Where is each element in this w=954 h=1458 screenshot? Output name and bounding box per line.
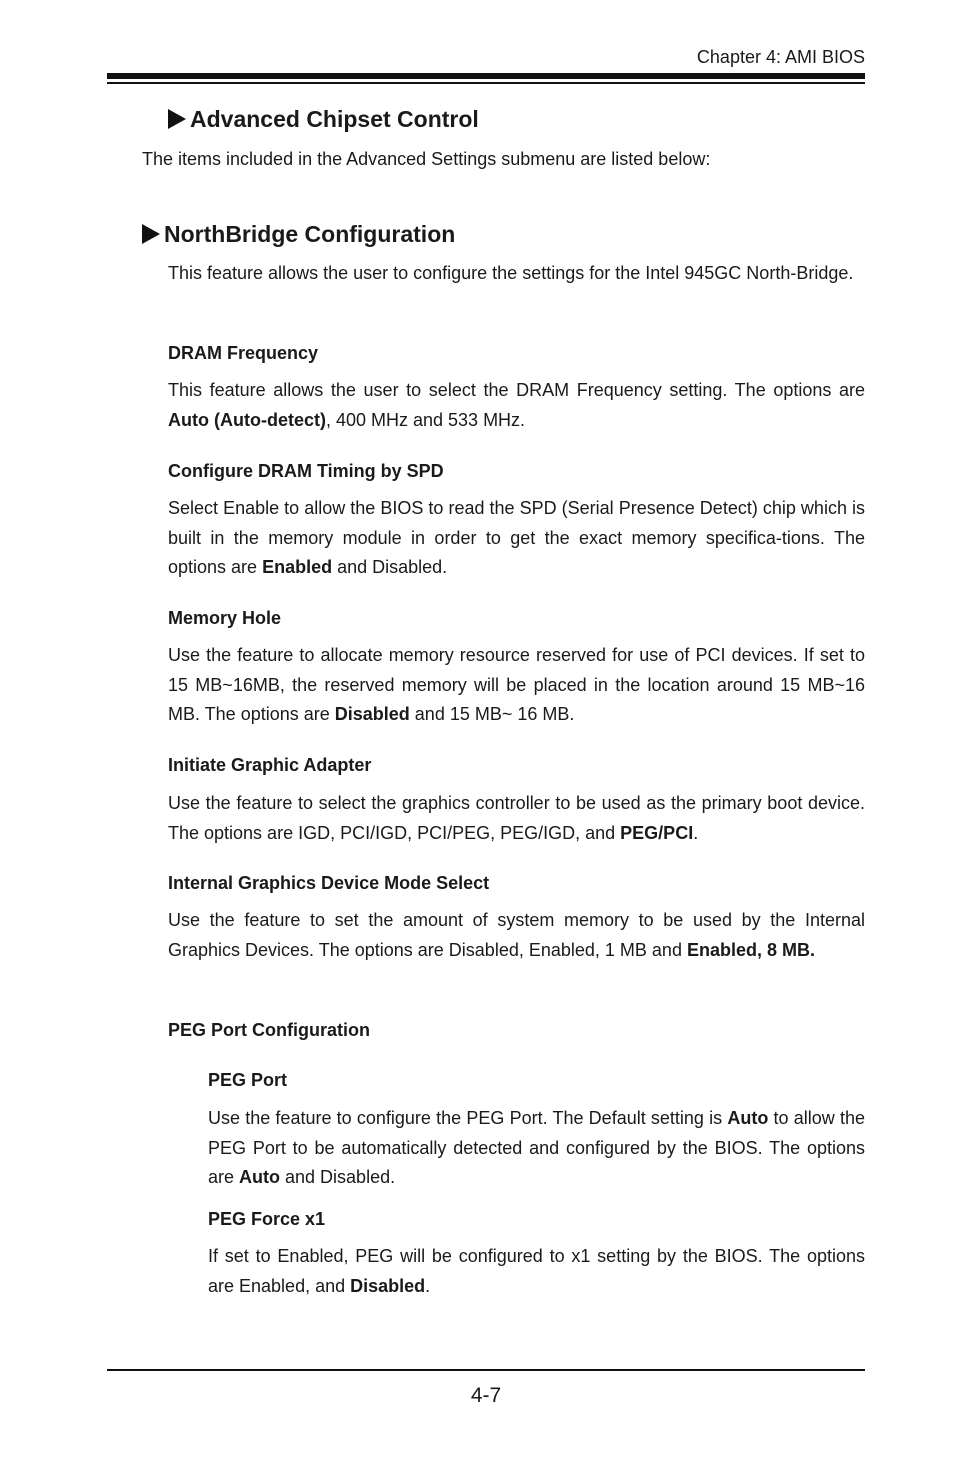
peg-force-title: PEG Force x1 xyxy=(208,1209,326,1229)
default-value: PEG/PCI xyxy=(620,822,694,843)
default-value: Auto (Auto-detect) xyxy=(168,409,326,430)
northbridge-title: NorthBridge Configuration xyxy=(164,221,456,247)
default-value: Disabled xyxy=(350,1275,426,1296)
dram-timing-title: Configure DRAM Timing by SPD xyxy=(168,461,444,481)
igd-mode-text: Use the feature to set the amount of system memory to be used by the Internal Graphics Devices. The options are Disabled, Enabled, 1 MB and Enabled, 8 MB. xyxy=(168,910,865,960)
northbridge-heading xyxy=(142,220,455,248)
advanced-chipset-title: Advanced Chipset Control xyxy=(190,106,479,132)
triangle-bullet-icon xyxy=(168,109,186,129)
northbridge-description: This feature allows the user to configure the settings for the Intel 945GC North-Bridge. xyxy=(168,263,854,283)
header-rule-thin xyxy=(107,82,865,84)
peg-port-text: Use the feature to configure the PEG Port. The Default setting is Auto to allow the PEG Port to be automatically detected and configured by the BIOS. The options are Auto and Disabled. xyxy=(208,1108,865,1187)
advanced-chipset-heading xyxy=(168,105,479,133)
default-value: Enabled, 8 MB. xyxy=(686,939,815,960)
default-value: Auto xyxy=(239,1167,281,1187)
graphic-adapter-text: Use the feature to select the graphics controller to be used as the primary boot device. The options are IGD, PCI/IGD, PCI/PEG, PEG/IGD, and PEG/PCI. xyxy=(168,793,865,843)
header-rule-thick xyxy=(107,73,865,79)
default-value: Enabled xyxy=(262,557,333,577)
memory-hole-text: Use the feature to allocate memory resource reserved for use of PCI devices. If set to 15 MB~16MB, the reserved memory will be placed in the location around 15 MB~16 MB. The options are Disabled and 15 MB~ 16 MB. xyxy=(168,645,865,724)
triangle-bullet-icon xyxy=(142,224,160,244)
peg-port-title: PEG Port xyxy=(208,1070,288,1090)
memory-hole-title: Memory Hole xyxy=(168,608,282,628)
dram-frequency-title: DRAM Frequency xyxy=(168,343,319,363)
peg-force-text: If set to Enabled, PEG will be configured to x1 setting by the BIOS. The options are Enabled, and Disabled. xyxy=(208,1246,865,1296)
dram-timing-text: Select Enable to allow the BIOS to read the SPD (Serial Presence Detect) chip which is built in the memory module in order to get the exact memory specifica-tions. The options are Enabled and Disabled. xyxy=(168,498,865,577)
advanced-chipset-intro: The items included in the Advanced Settings submenu are listed below: xyxy=(142,149,711,169)
dram-frequency-text: This feature allows the user to select the DRAM Frequency setting. The options are Auto (Auto-detect), 400 MHz and 533 MHz. xyxy=(168,380,865,430)
chapter-header: Chapter 4: AMI BIOS xyxy=(696,47,865,67)
peg-config-title: PEG Port Configuration xyxy=(168,1020,370,1040)
default-value: Disabled xyxy=(334,704,410,724)
footer-rule xyxy=(107,1369,865,1371)
default-value: Auto xyxy=(727,1108,769,1128)
page-number: 4-7 xyxy=(470,1384,502,1407)
graphic-adapter-title: Initiate Graphic Adapter xyxy=(168,755,372,775)
igd-mode-title: Internal Graphics Device Mode Select xyxy=(168,873,490,893)
